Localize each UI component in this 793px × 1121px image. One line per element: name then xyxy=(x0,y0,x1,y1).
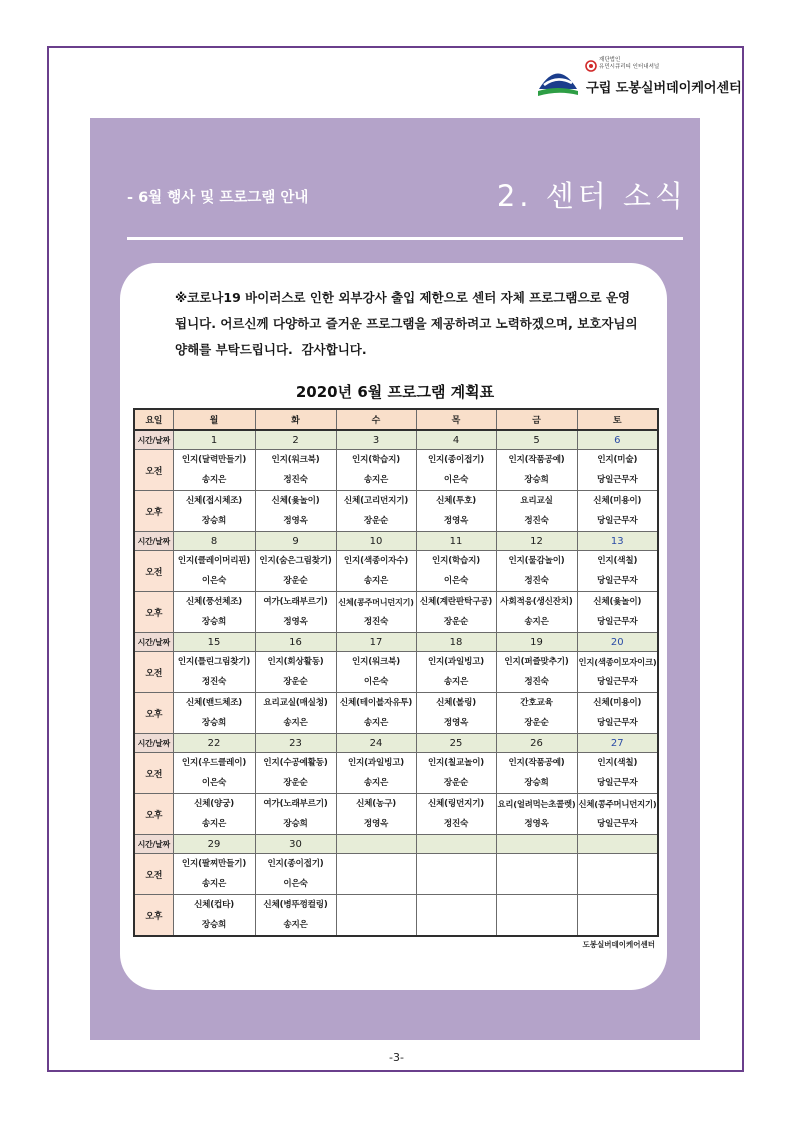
program-cell xyxy=(577,794,658,835)
afternoon-row xyxy=(134,693,658,734)
program-cell xyxy=(255,854,336,895)
program-cell xyxy=(496,592,577,633)
program-name: 여가(노래부르기) xyxy=(263,799,328,809)
date-cell: 13 xyxy=(577,532,658,551)
program-cell xyxy=(173,450,255,491)
program-cell xyxy=(496,652,577,693)
instructor-name: 이은숙 xyxy=(363,677,389,687)
program-cell xyxy=(496,450,577,491)
program-cell xyxy=(173,652,255,693)
date-cell: 18 xyxy=(416,633,496,652)
program-cell xyxy=(255,652,336,693)
program-name: 인지(우드클레이) xyxy=(181,758,247,768)
instructor-name: 당일근무자 xyxy=(596,576,638,586)
time-date-label: 시간/날짜 xyxy=(137,536,170,546)
program-cell xyxy=(416,450,496,491)
time-date-label: 시간/날짜 xyxy=(137,435,170,445)
afternoon-label: 오후 xyxy=(145,507,163,518)
instructor-name: 정진숙 xyxy=(363,617,389,627)
program-name: 신체(병뚜껑컬링) xyxy=(263,900,328,910)
notice-line: 양해를 부탁드립니다. 감사합니다. xyxy=(175,342,367,357)
instructor-name: 송지은 xyxy=(363,576,389,586)
foundation-line-2: 유민시큐리티 인터내셔널 xyxy=(599,64,660,70)
time-date-label-cell xyxy=(134,633,173,652)
instructor-name: 당일근무자 xyxy=(596,475,638,485)
morning-label: 오전 xyxy=(145,567,163,578)
program-cell xyxy=(255,551,336,592)
program-name: 신체(볼링) xyxy=(436,698,476,708)
morning-label-cell xyxy=(134,652,173,693)
program-cell xyxy=(173,753,255,794)
program-name: 인지(과일빙고) xyxy=(427,657,485,667)
program-cell xyxy=(255,693,336,734)
afternoon-label-cell xyxy=(134,592,173,633)
instructor-name: 장운순 xyxy=(443,778,469,788)
afternoon-row xyxy=(134,895,658,937)
empty-program-cell xyxy=(577,854,658,895)
program-name: 인지(작품공예) xyxy=(508,758,565,768)
instructor-name: 정영옥 xyxy=(524,819,549,829)
weekday-header-row xyxy=(134,409,658,430)
program-name: 신체(콩주머니던지기) xyxy=(578,799,657,809)
date-cell: 29 xyxy=(173,835,255,854)
program-cell xyxy=(416,592,496,633)
instructor-name: 송지은 xyxy=(201,475,227,485)
program-cell xyxy=(577,450,658,491)
afternoon-row xyxy=(134,794,658,835)
time-date-label-cell xyxy=(134,734,173,753)
program-cell xyxy=(577,652,658,693)
program-name: 인지(색칠) xyxy=(597,758,638,768)
program-name: 인지(퍼즐맞추기) xyxy=(504,657,569,667)
program-name: 신체(접시체조) xyxy=(185,496,243,506)
program-cell xyxy=(496,693,577,734)
date-cell: 15 xyxy=(173,633,255,652)
weekday-header-cell: 화 xyxy=(255,409,336,430)
schedule-footer: 도봉실버데이케어센터 xyxy=(582,940,655,949)
instructor-name: 송지은 xyxy=(363,718,389,728)
section-title: 2. 센터 소식 xyxy=(496,179,687,213)
program-name: 인지(종이접기) xyxy=(427,455,485,465)
program-name: 요리(얼려먹는초콜렛) xyxy=(497,799,576,809)
instructor-name: 당일근무자 xyxy=(596,516,638,526)
instructor-name: 정진숙 xyxy=(524,516,549,526)
title-divider xyxy=(127,237,683,240)
instructor-name: 당일근무자 xyxy=(596,718,638,728)
morning-label-cell xyxy=(134,551,173,592)
program-cell xyxy=(416,652,496,693)
date-cell: 10 xyxy=(336,532,416,551)
afternoon-label-cell xyxy=(134,794,173,835)
afternoon-label-cell xyxy=(134,895,173,937)
program-name: 인지(색종이자수) xyxy=(343,556,409,566)
time-date-label-cell xyxy=(134,430,173,450)
instructor-name: 장운순 xyxy=(283,677,308,687)
empty-date-cell xyxy=(336,835,416,854)
date-cell: 12 xyxy=(496,532,577,551)
program-name: 인지(클레이머리핀) xyxy=(177,556,251,566)
program-name: 인지(수공예활동) xyxy=(263,758,328,768)
program-name: 신체(테이블자유투) xyxy=(339,698,413,708)
empty-program-cell xyxy=(577,895,658,937)
program-name: 신체(윷놀이) xyxy=(271,496,320,506)
empty-program-cell xyxy=(496,895,577,937)
date-cell: 20 xyxy=(577,633,658,652)
foundation-line-1: 재단법인 xyxy=(599,57,621,63)
date-row xyxy=(134,734,658,753)
instructor-name: 정진숙 xyxy=(201,677,227,687)
instructor-name: 이은숙 xyxy=(201,778,227,788)
instructor-name: 정진숙 xyxy=(524,576,549,586)
program-name: 신체(풍선체조) xyxy=(185,597,243,607)
morning-label: 오전 xyxy=(145,870,163,881)
program-cell xyxy=(173,592,255,633)
date-cell: 16 xyxy=(255,633,336,652)
time-date-label: 시간/날짜 xyxy=(137,637,170,647)
program-name: 인지(미술) xyxy=(597,455,638,465)
morning-row xyxy=(134,753,658,794)
program-name: 인지(작품공예) xyxy=(508,455,565,465)
program-name: 신체(윷놀이) xyxy=(593,597,642,607)
program-name: 인지(숨은그림찾기) xyxy=(259,556,332,566)
program-name: 인지(워크북) xyxy=(352,657,400,667)
program-cell xyxy=(336,652,416,693)
program-name: 인지(워크북) xyxy=(271,455,320,465)
empty-program-cell xyxy=(496,854,577,895)
instructor-name: 정영옥 xyxy=(443,718,469,728)
empty-date-cell xyxy=(577,835,658,854)
instructor-name: 이은숙 xyxy=(201,576,227,586)
program-cell xyxy=(336,592,416,633)
morning-label: 오전 xyxy=(145,466,163,477)
instructor-name: 정진숙 xyxy=(524,677,549,687)
empty-date-cell xyxy=(496,835,577,854)
instructor-name: 정영옥 xyxy=(283,516,308,526)
instructor-name: 이은숙 xyxy=(283,879,308,889)
notice-paragraph xyxy=(175,285,645,363)
program-cell xyxy=(577,491,658,532)
program-cell xyxy=(255,753,336,794)
instructor-name: 장승희 xyxy=(201,718,227,728)
instructor-name: 송지은 xyxy=(524,617,549,627)
instructor-name: 정영옥 xyxy=(363,819,389,829)
program-name: 인지(회상활동) xyxy=(267,657,324,667)
instructor-name: 장승희 xyxy=(524,475,549,485)
notice-line: 됩니다. 어르신께 다양하고 즐거운 프로그램을 제공하려고 노력하겠으며, 보호자님의 xyxy=(175,316,638,331)
program-name: 인지(틀린그림찾기) xyxy=(177,657,251,667)
instructor-name: 송지은 xyxy=(201,879,227,889)
date-cell: 11 xyxy=(416,532,496,551)
date-cell: 19 xyxy=(496,633,577,652)
program-cell xyxy=(336,753,416,794)
empty-program-cell xyxy=(336,895,416,937)
weekday-corner-label: 요일 xyxy=(145,416,163,426)
program-cell xyxy=(173,693,255,734)
program-cell xyxy=(496,794,577,835)
date-cell: 4 xyxy=(416,430,496,450)
program-name: 인지(학습지) xyxy=(352,455,400,465)
program-cell xyxy=(416,794,496,835)
program-cell xyxy=(255,895,336,937)
time-date-label: 시간/날짜 xyxy=(137,839,170,849)
morning-label: 오전 xyxy=(145,668,163,679)
schedule-title: 2020년 6월 프로그램 계획표 xyxy=(295,383,495,401)
program-cell xyxy=(496,551,577,592)
morning-row xyxy=(134,450,658,491)
program-cell xyxy=(336,491,416,532)
date-cell: 3 xyxy=(336,430,416,450)
program-name: 인지(칠교놀이) xyxy=(427,758,485,768)
date-cell: 6 xyxy=(577,430,658,450)
weekday-header-cell: 금 xyxy=(496,409,577,430)
instructor-name: 이은숙 xyxy=(443,576,469,586)
afternoon-row xyxy=(134,491,658,532)
date-cell: 25 xyxy=(416,734,496,753)
date-cell: 26 xyxy=(496,734,577,753)
instructor-name: 장승희 xyxy=(524,778,549,788)
afternoon-label: 오후 xyxy=(145,709,163,720)
date-cell: 30 xyxy=(255,835,336,854)
empty-program-cell xyxy=(416,895,496,937)
program-name: 인지(색종이모자이크) xyxy=(578,657,657,667)
date-cell: 5 xyxy=(496,430,577,450)
morning-row xyxy=(134,551,658,592)
program-name: 신체(밴드체조) xyxy=(185,698,243,708)
instructor-name: 장승희 xyxy=(201,617,227,627)
instructor-name: 당일근무자 xyxy=(596,819,638,829)
schedule-body xyxy=(134,409,658,936)
program-cell xyxy=(336,551,416,592)
page-number: -3- xyxy=(389,1051,404,1064)
afternoon-label: 오후 xyxy=(145,810,163,821)
afternoon-label-cell xyxy=(134,491,173,532)
instructor-name: 장승희 xyxy=(283,819,308,829)
program-cell xyxy=(496,491,577,532)
weekday-header-cell: 토 xyxy=(577,409,658,430)
weekday-header-cell: 월 xyxy=(173,409,255,430)
afternoon-label-cell xyxy=(134,693,173,734)
program-name: 인지(색칠) xyxy=(597,556,638,566)
instructor-name: 장운순 xyxy=(283,778,308,788)
instructor-name: 당일근무자 xyxy=(596,778,638,788)
program-name: 인지(과일빙고) xyxy=(347,758,405,768)
instructor-name: 송지은 xyxy=(283,920,308,930)
afternoon-label: 오후 xyxy=(145,608,163,619)
section-subtitle: - 6월 행사 및 프로그램 안내 xyxy=(127,190,309,206)
date-cell: 22 xyxy=(173,734,255,753)
program-cell xyxy=(336,693,416,734)
empty-program-cell xyxy=(336,854,416,895)
program-name: 인지(물감놀이) xyxy=(508,556,565,566)
instructor-name: 송지은 xyxy=(283,718,308,728)
program-name: 신체(양궁) xyxy=(194,799,234,809)
program-cell xyxy=(173,551,255,592)
program-name: 인지(학습지) xyxy=(432,556,480,566)
program-cell xyxy=(416,551,496,592)
program-cell xyxy=(577,592,658,633)
morning-label-cell xyxy=(134,450,173,491)
program-name: 사회적응(생신잔치) xyxy=(500,597,573,607)
instructor-name: 장운순 xyxy=(363,516,389,526)
date-row xyxy=(134,633,658,652)
instructor-name: 정진숙 xyxy=(283,475,308,485)
afternoon-label: 오후 xyxy=(145,911,163,922)
program-name: 신체(고리던지기) xyxy=(343,496,409,506)
program-schedule-table xyxy=(133,408,659,937)
program-name: 인지(종이접기) xyxy=(267,859,324,869)
program-name: 신체(농구) xyxy=(356,799,396,809)
instructor-name: 장승희 xyxy=(201,920,227,930)
program-cell xyxy=(416,693,496,734)
notice-line: ※코로나19 바이러스로 인한 외부강사 출입 제한으로 센터 자체 프로그램으로 운영 xyxy=(175,290,631,305)
program-name: 인지(팔찌만들기) xyxy=(181,859,247,869)
program-cell xyxy=(255,592,336,633)
date-cell: 8 xyxy=(173,532,255,551)
instructor-name: 당일근무자 xyxy=(596,617,638,627)
weekday-header-cell: 목 xyxy=(416,409,496,430)
time-date-label-cell xyxy=(134,835,173,854)
program-cell xyxy=(577,693,658,734)
foundation-name xyxy=(599,57,659,71)
instructor-name: 송지은 xyxy=(443,677,469,687)
program-cell xyxy=(496,753,577,794)
date-row xyxy=(134,430,658,450)
weekday-corner-label-cell xyxy=(134,409,173,430)
program-cell xyxy=(577,551,658,592)
morning-row xyxy=(134,652,658,693)
program-cell xyxy=(173,895,255,937)
instructor-name: 정영옥 xyxy=(283,617,308,627)
program-cell xyxy=(336,450,416,491)
program-name: 신체(링던지기) xyxy=(427,799,485,809)
instructor-name: 송지은 xyxy=(363,778,389,788)
program-cell xyxy=(416,491,496,532)
time-date-label-cell xyxy=(134,532,173,551)
weekday-header-cell: 수 xyxy=(336,409,416,430)
date-cell: 27 xyxy=(577,734,658,753)
morning-label: 오전 xyxy=(145,769,163,780)
program-name: 요리교실 xyxy=(520,496,553,506)
morning-label-cell xyxy=(134,753,173,794)
program-name: 인지(달력만들기) xyxy=(181,455,247,465)
afternoon-row xyxy=(134,592,658,633)
program-name: 요리교실(매실청) xyxy=(263,698,328,708)
empty-program-cell xyxy=(416,854,496,895)
program-name: 신체(미용이) xyxy=(593,698,642,708)
time-date-label: 시간/날짜 xyxy=(137,738,170,748)
instructor-name: 송지은 xyxy=(201,819,227,829)
program-name: 신체(컵타) xyxy=(194,900,234,910)
date-row xyxy=(134,835,658,854)
program-name: 신체(콩주머니던지기) xyxy=(338,597,414,607)
program-cell xyxy=(255,794,336,835)
program-name: 신체(투호) xyxy=(436,496,476,506)
date-cell: 17 xyxy=(336,633,416,652)
program-name: 여가(노래부르기) xyxy=(263,597,328,607)
program-cell xyxy=(336,794,416,835)
date-cell: 9 xyxy=(255,532,336,551)
date-cell: 1 xyxy=(173,430,255,450)
date-row xyxy=(134,532,658,551)
instructor-name: 장운순 xyxy=(443,617,469,627)
program-cell xyxy=(173,854,255,895)
program-cell xyxy=(255,450,336,491)
instructor-name: 정진숙 xyxy=(443,819,469,829)
date-cell: 2 xyxy=(255,430,336,450)
instructor-name: 당일근무자 xyxy=(596,677,638,687)
program-cell xyxy=(577,753,658,794)
morning-row xyxy=(134,854,658,895)
foundation-seal-icon xyxy=(585,57,597,69)
empty-date-cell xyxy=(416,835,496,854)
date-cell: 23 xyxy=(255,734,336,753)
program-cell xyxy=(173,794,255,835)
center-logo-icon xyxy=(537,64,579,98)
program-name: 간호교육 xyxy=(520,698,553,708)
program-cell xyxy=(173,491,255,532)
instructor-name: 이은숙 xyxy=(443,475,469,485)
instructor-name: 장승희 xyxy=(201,516,227,526)
instructor-name: 정영옥 xyxy=(443,516,469,526)
program-name: 신체(미용이) xyxy=(593,496,642,506)
center-name: 구립 도봉실버데이케어센터 xyxy=(586,81,742,96)
instructor-name: 송지은 xyxy=(363,475,389,485)
instructor-name: 장운순 xyxy=(283,576,308,586)
instructor-name: 장운순 xyxy=(524,718,549,728)
program-cell xyxy=(416,753,496,794)
morning-label-cell xyxy=(134,854,173,895)
date-cell: 24 xyxy=(336,734,416,753)
program-name: 신체(계란판탁구공) xyxy=(419,597,493,607)
program-cell xyxy=(255,491,336,532)
